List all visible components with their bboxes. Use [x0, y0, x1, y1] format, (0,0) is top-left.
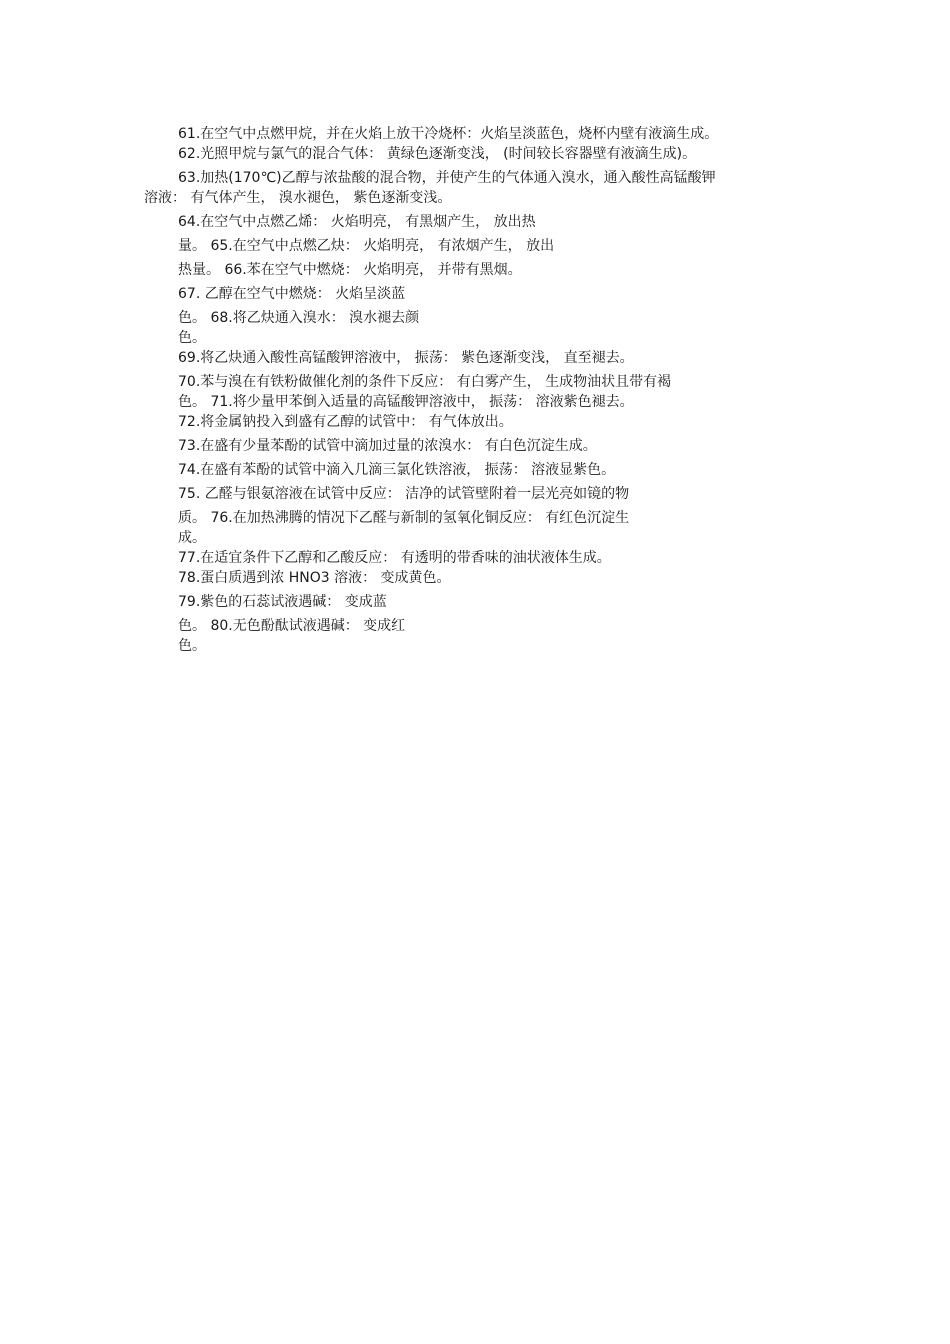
text-line: 色。 [178, 638, 206, 654]
document-body [144, 124, 824, 656]
text-line: 61.在空气中点燃甲烷，并在火焰上放干冷烧杯：火焰呈淡蓝色，烧杯内壁有液滴生成。 [178, 126, 719, 142]
text-line: 色。 80.无色酚酞试液遇碱： 变成红 [178, 618, 406, 634]
text-line: 色。 68.将乙炔通入溴水： 溴水褪去颜 [178, 310, 420, 326]
text-line: 成。 [178, 530, 206, 546]
text-line: 69.将乙炔通入酸性高锰酸钾溶液中， 振荡： 紫色逐渐变浅， 直至褪去。 [178, 350, 634, 366]
text-line: 64.在空气中点燃乙烯： 火焰明亮， 有黑烟产生， 放出热 [178, 214, 536, 230]
text-line: 色。 [178, 330, 206, 346]
text-line: 72.将金属钠投入到盛有乙醇的试管中： 有气体放出。 [178, 414, 513, 430]
text-line: 62.光照甲烷与氯气的混合气体： 黄绿色逐渐变浅， (时间较长容器壁有液滴生成)。 [178, 146, 697, 162]
text-line: 热量。 66.苯在空气中燃烧： 火焰明亮， 并带有黑烟。 [178, 262, 522, 278]
text-line: 79.紫色的石蕊试液遇碱： 变成蓝 [178, 594, 387, 610]
text-line: 色。 71.将少量甲苯倒入适量的高锰酸钾溶液中， 振荡： 溶液紫色褪去。 [178, 394, 634, 410]
text-line: 70.苯与溴在有铁粉做催化剂的条件下反应： 有白雾产生， 生成物油状且带有褐 [178, 374, 672, 390]
text-line: 77.在适宜条件下乙醇和乙酸反应： 有透明的带香味的油状液体生成。 [178, 550, 611, 566]
text-line: 74.在盛有苯酚的试管中滴入几滴三氯化铁溶液， 振荡： 溶液显紫色。 [178, 462, 616, 478]
text-line: 78.蛋白质遇到浓 HNO3 溶液： 变成黄色。 [178, 570, 451, 586]
text-line: 63.加热(170℃)乙醇与浓盐酸的混合物，并使产生的气体通入溴水，通入酸性高锰酸钾 [178, 170, 716, 186]
text-line: 溶液： 有气体产生， 溴水褪色， 紫色逐渐变浅。 [144, 190, 452, 206]
text-line: 75. 乙醛与银氨溶液在试管中反应： 洁净的试管壁附着一层光亮如镜的物 [178, 486, 630, 502]
text-line: 67. 乙醇在空气中燃烧： 火焰呈淡蓝 [178, 286, 406, 302]
text-line: 量。 65.在空气中点燃乙炔： 火焰明亮， 有浓烟产生， 放出 [178, 238, 555, 254]
text-line: 质。 76.在加热沸腾的情况下乙醛与新制的氢氧化铜反应： 有红色沉淀生 [178, 510, 630, 526]
text-line: 73.在盛有少量苯酚的试管中滴加过量的浓溴水： 有白色沉淀生成。 [178, 438, 597, 454]
